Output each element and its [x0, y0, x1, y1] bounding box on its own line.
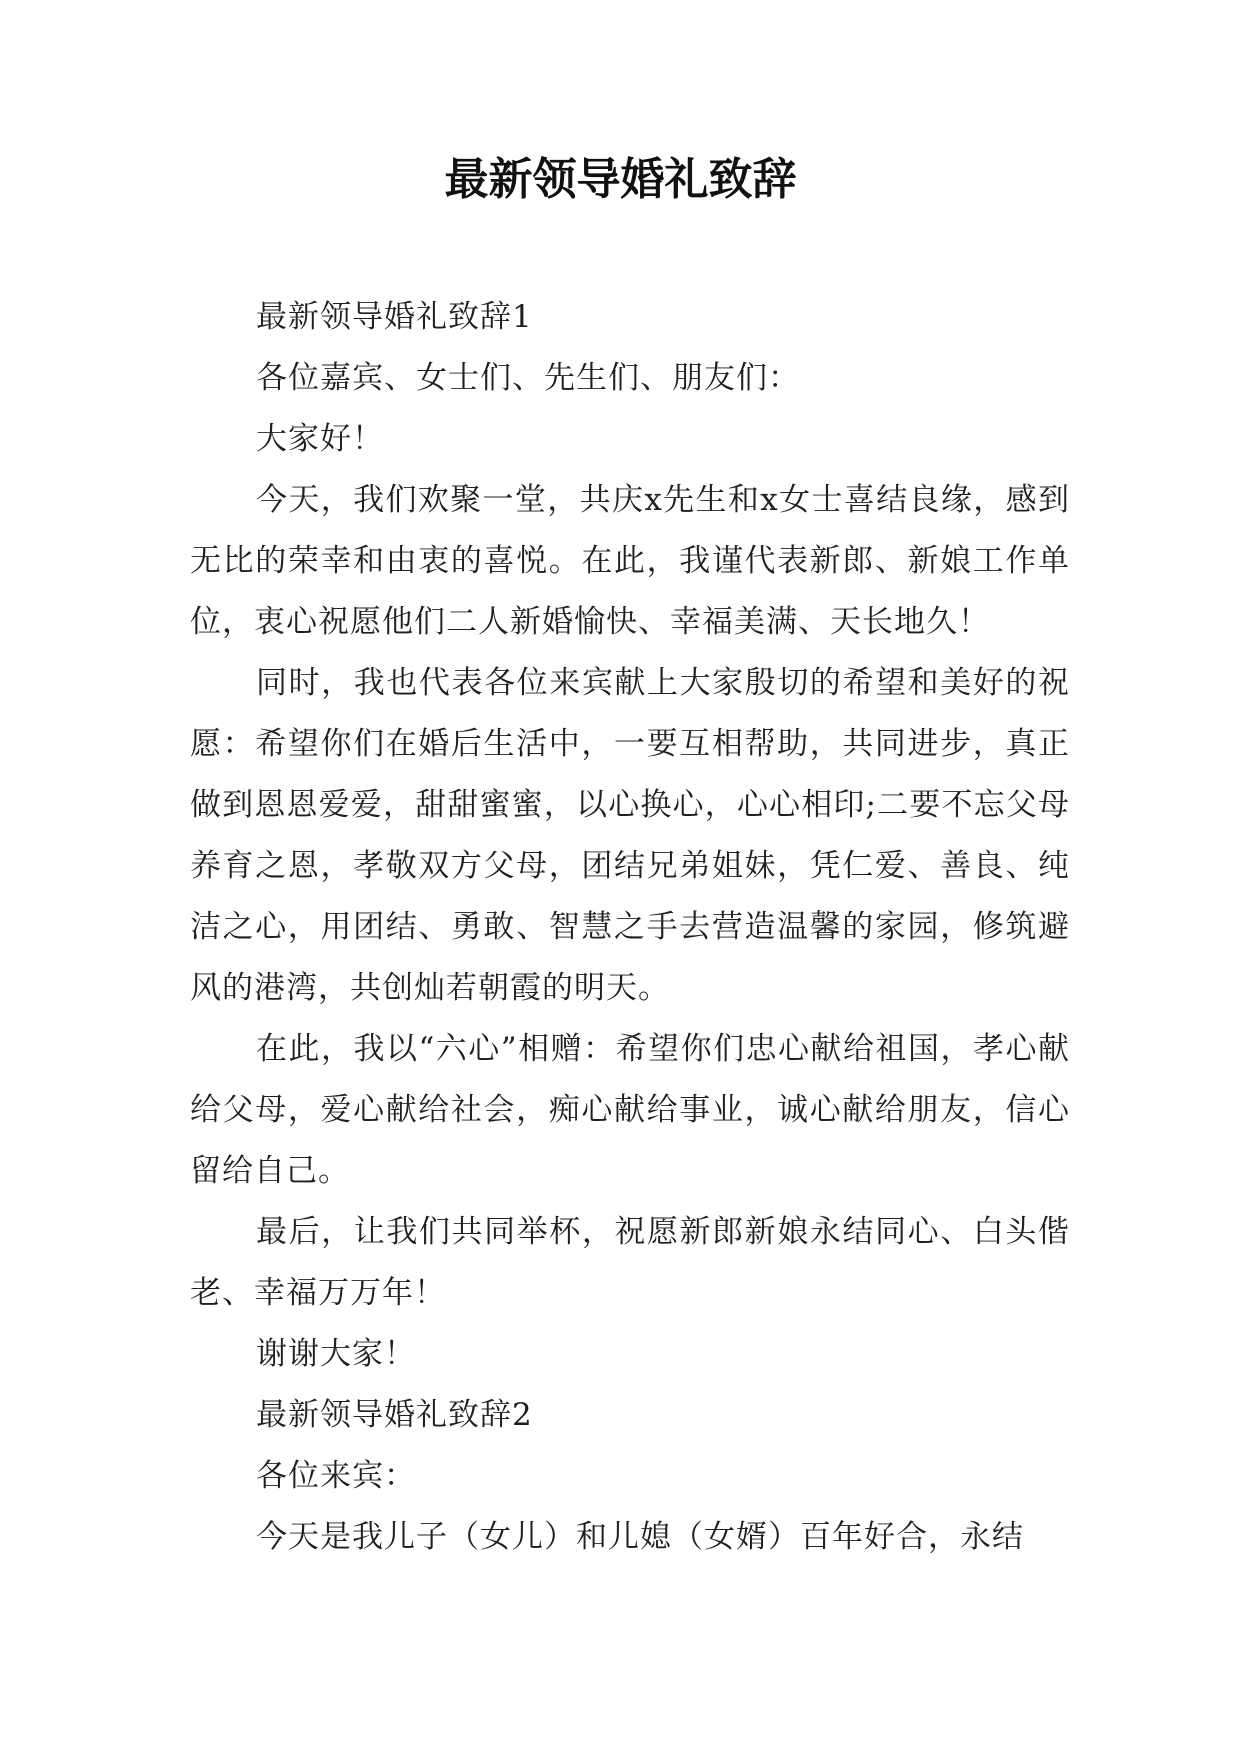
document-title: 最新领导婚礼致辞 — [444, 154, 797, 205]
closing-thanks: 谢谢大家！ — [256, 1336, 416, 1372]
body-paragraph: 今天是我儿子（女儿）和儿媳（女婿）百年好合，永结 — [256, 1519, 1024, 1555]
body-paragraph: 今天，我们欢聚一堂，共庆x先生和x女士喜结良缘，感到无比的荣幸和由衷的喜悦。在此，我谨代表新郎、新娘工作单位，衷心祝愿他们二人新婚愉快、幸福美满、天长地久！ — [190, 482, 1070, 640]
body-paragraph: 最后，让我们共同举杯，祝愿新郎新娘永结同心、白头偕老、幸福万万年！ — [190, 1214, 1070, 1311]
body-paragraph: 同时，我也代表各位来宾献上大家殷切的希望和美好的祝愿：希望你们在婚后生活中，一要互相帮助，共同进步，真正做到恩恩爱爱，甜甜蜜蜜，以心换心，心心相印;二要不忘父母养育之恩，孝敬双方父母，团结兄弟姐妹，凭仁爱、善良、纯洁之心，用团结、勇敢、智慧之手去营造温馨的家园，修筑避风的港湾，共创灿若朝霞的明天。 — [190, 665, 1070, 1006]
section-heading-1: 最新领导婚礼致辞1 — [256, 299, 533, 335]
greeting: 大家好！ — [256, 421, 384, 457]
body-paragraph: 在此，我以“六心”相赠：希望你们忠心献给祖国，孝心献给父母，爱心献给社会，痴心献给事业，诚心献给朋友，信心留给自己。 — [190, 1031, 1070, 1189]
section-heading-2: 最新领导婚礼致辞2 — [256, 1397, 533, 1433]
salutation: 各位来宾： — [256, 1458, 416, 1494]
document-body — [190, 287, 1070, 1568]
salutation: 各位嘉宾、女士们、先生们、朋友们： — [256, 360, 800, 396]
